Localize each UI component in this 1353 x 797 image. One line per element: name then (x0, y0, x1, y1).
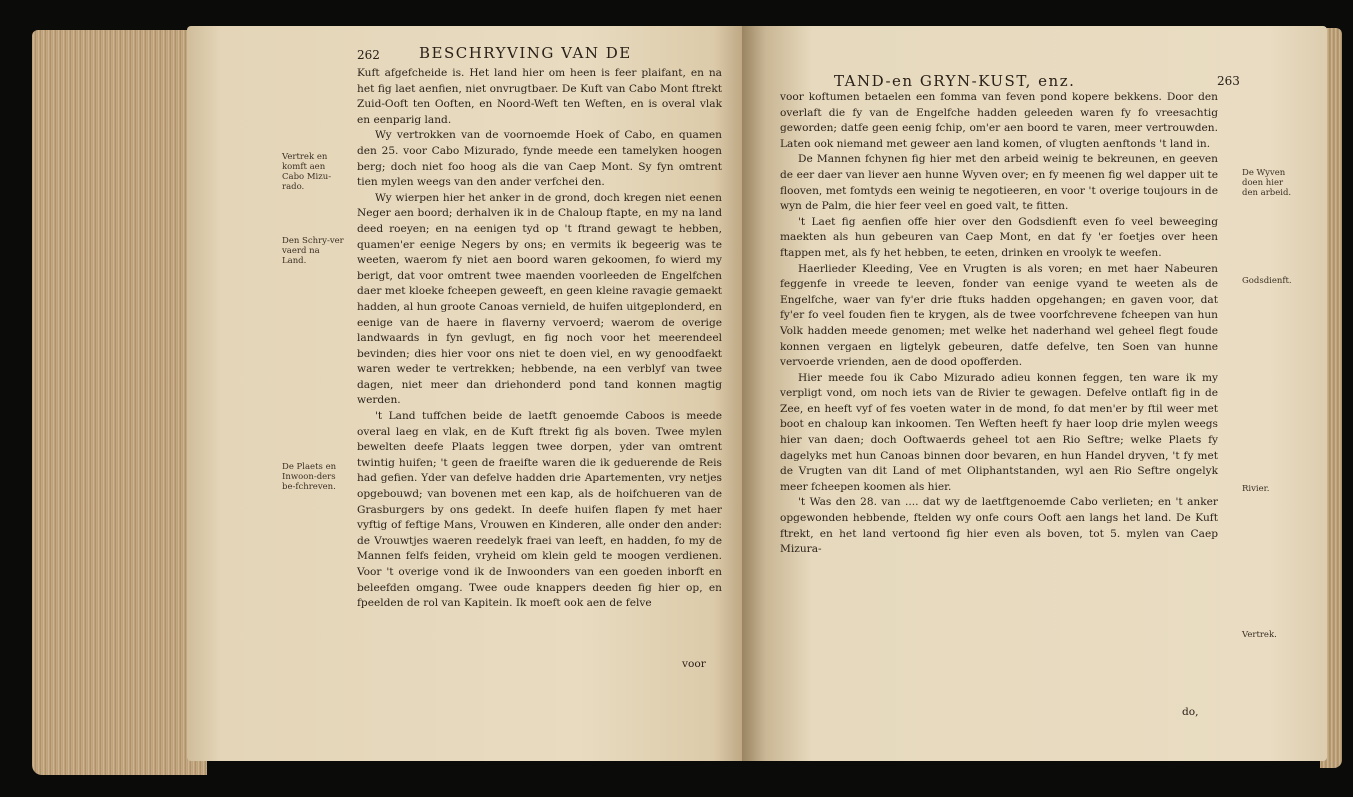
paragraph: 't Laet fig aenfien offe hier over den Godsdienft even fo veel beweeging maekten als hun gebeuren van Caep Mont, en dat fy 'er foetjes over heen ftappen met, als fy het hebben, te eeten, drinken en vroolyk te weefen. (780, 215, 1218, 259)
right-page (742, 26, 1327, 761)
side-note: Vertrek en komft aen Cabo Mizu-rado. (282, 152, 332, 192)
paragraph: Haerlieder Kleeding, Vee en Vrugten is als voren; en met haer Nabeuren feggenfe in vreede te leeven, fonder van eenige vyand te weeten als de Engelfche, waer van fy'er drie ftuks hadden opgehangen; en gaven voor, dat fy'er fo veel fouden fien te krygen, als de twee voorfchrevene fcheepen van hun Volk hadden meede genomen; met welke het naderhand wel geheel flegt foude konnen vergaen en ligtelyk gebeuren, datfe defelve, ten Soen van hunne vervoerde vrienden, aen de dood opofferden. (780, 262, 1218, 369)
open-book (22, 12, 1342, 787)
running-head: BESCHRYVING VAN DE (419, 44, 632, 62)
paragraph: Wy wierpen hier het anker in de grond, doch kregen niet eenen Neger aen boord; derhalven ik in de Chaloup ftapte, en my na land deed roeyen; en na eenigen tyd op 't ftrand gewagt te hebben, quamen'er eenige Negers by ons; en vermits ik begeerig was te weeten, waerom fy niet aen boord waren gekoomen, fo wierd my berigt, dat voor omtrent twee maenden voorleeden de Engelfchen daer met kloeke fcheepen geweeft, en geen kleine ravagie gemaekt hadden, al hun groote Canoas vernield, de huifen uitgeplonderd, en eenige van de haere in flaverny vervoerd; waerom de overige landwaards in fyn gevlugt, en fig noch voor het meerendeel bevinden; dies hier voor ons niet te doen viel, en wy genoodfaekt waren weder te vertrekken; hebbende, na een verblyf van twee dagen, niet meer dan driehonderd pond tand konnen magtig werden. (357, 191, 722, 407)
body-text (357, 66, 722, 612)
paragraph: voor koftumen betaelen een fomma van feven pond kopere bekkens. Door den overlaft die fy van de Engelfche hadden geleeden waren fy fo vreesachtig geworden; datfe geen eenig fchip, om'er aen boord te varen, meer vertrouwden. Laten ook niemand met geweer aen land komen, of vlugten aenftonds 't land in. (780, 91, 1218, 150)
paragraph: 't Was den 28. van .... dat wy de laetftgenoemde Cabo verlieten; en 't anker opgewonden hebbende, ftelden wy onfe cours Ooft aen langs het land. De Kuft ftrekt, en het land vertoond fig hier even als boven, tot 5. mylen van Caep Mizura- (780, 496, 1218, 556)
paragraph: Kuft afgefcheide is. Het land hier om heen is feer plaifant, en na het fig laet aenfien, niet onvrugtbaer. De Kuft van Cabo Mont ftrekt Zuid-Ooft ten Ooften, en Noord-Weft ten Weften, en is overal vlak en eenparig land. (357, 67, 722, 126)
side-note: Vertrek. (1242, 630, 1277, 640)
page-number: 262 (357, 48, 380, 62)
side-note: Godsdienft. (1242, 276, 1292, 286)
paragraph: De Mannen fchynen fig hier met den arbeid weinig te bekreunen, en geeven de eer daer van liever aen hunne Wyven over; en fy meenen fig wel dapper uit te flooven, met fomtyds een weinig te negotieeren, en voor 't overige toujours in de wyn de Palm, die hier feer veel en goed valt, te fitten. (780, 153, 1218, 213)
running-head: TAND-en GRYN-KUST, enz. (834, 72, 1076, 90)
paragraph: Wy vertrokken van de voornoemde Hoek of Cabo, en quamen den 25. voor Cabo Mizurado, fynde meede een tamelyken hoogen berg; doch niet foo hoog als die van Caep Mont. Sy fyn omtrent tien mylen weegs van den ander verfchei den. (357, 129, 722, 189)
paragraph: 't Land tuffchen beide de laetft genoemde Caboos is meede overal laeg en vlak, en de Kuft ftrekt fig als boven. Twee mylen bewelten deefe Plaats leggen twee dorpen, yder van omtrent twintig huifen; 't geen de fraeifte waren die ik geduerende de Reis had gefien. Yder van defelve hadden drie Apartementen, vry netjes opgebouwd; van bovenen met een kap, als de hoifchueren van de Grasburgers by ons gedekt. In deefe huifen flapen fy met haer vyftig of feftige Mans, Vrouwen en Kinderen, alle onder den ander: de Vrouwtjes waeren reedelyk fraei van leeft, en hadden, fo my de Mannen felfs feiden, vryheid om klein geld te moogen verdienen. Voor 't overige vond ik de Inwoonders van een goeden inborft en beleefden omgang. Twee oude knappers deeden fig hier op, en fpeelden de rol van Kapitein. Ik moeft ook aen de felve (357, 410, 722, 610)
side-note: Den Schry-ver vaerd na Land. (282, 236, 344, 266)
catchword: voor (682, 658, 706, 670)
page-edges-left (32, 30, 207, 775)
side-note: De Plaets en Inwoon-ders be-fchreven. (282, 462, 337, 492)
side-note: De Wyven doen hier den arbeid. (1242, 168, 1292, 198)
body-text (780, 90, 1218, 558)
page-number: 263 (1217, 74, 1240, 88)
side-note: Rivier. (1242, 484, 1270, 494)
left-page (187, 26, 747, 761)
paragraph: Hier meede fou ik Cabo Mizurado adieu konnen feggen, ten ware ik my verpligt vond, om noch iets van de Rivier te gewagen. Defelve ontlaft fig in de Zee, en heeft vyf of fes voeten water in de mond, fo dat men'er by ftil weer met boot en chaloup kan inkoomen. Ten Weften heeft fy haer loop drie mylen weegs hier van daen; doch Ooftwaerds geheel tot aen Rio Seftre; welke Plaets fy dagelyks met hun Canoas binnen door bevaren, en hun Handel dryven, 't fy met de Vrugten van dit Land of met Oliphantstanden, wyl aen Rio Seftre ongelyk meer fcheepen koomen als hier. (780, 371, 1218, 493)
catchword: do, (1182, 706, 1199, 718)
